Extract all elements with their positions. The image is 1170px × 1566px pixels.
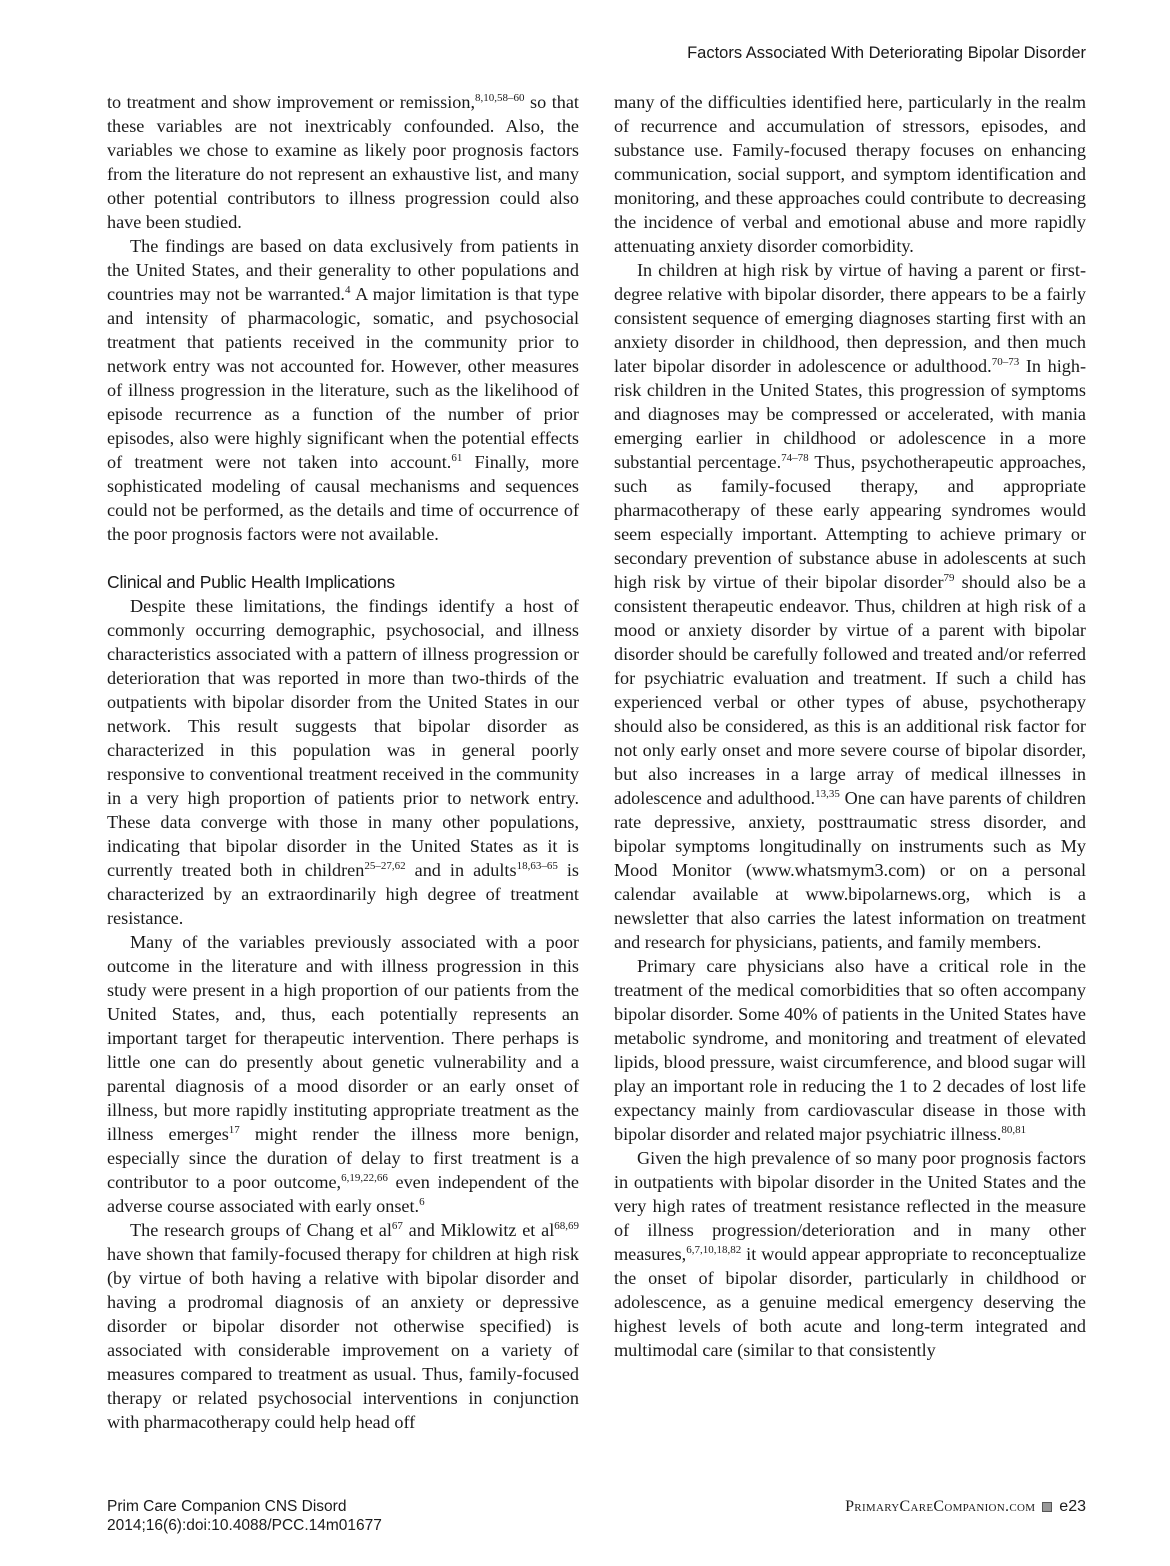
citation-superscript: 13,35 [815,788,840,800]
citation-superscript: 70–73 [991,356,1020,368]
paragraph: The research groups of Chang et $al^{67}$ and Miklowitz et al$^{68,69}$ have shown that family-focused therapy for children at high risk (by virtue of both having a relative with bipolar disorder and having a prodromal diagnosis of an anxiety or depressive disorder or bipolar disorder not otherwise specified) is associated with considerable improvement on a variety of measures compared to treatment as usual. Thus, family-focused therapy or related psychosocial interventions in conjunction with pharmacotherapy could help head off [107,1220,579,1432]
citation-superscript: 25–27,62 [364,860,406,872]
citation-superscript: 67 [391,1220,403,1232]
paragraph: to treatment and show improvement or remission,$^{8,10,58-60}$ so that these variables are not inextricably confounded. Also, the variables we chose to examine as likely poor prognosis factors from the literature do not represent an exhaustive list, and many other potential contributors to illness progression could also have been studied. [107,92,579,232]
citation-superscript: 8,10,58–60 [475,92,525,104]
doi-citation: 2014;16(6):doi:10.4088/PCC.14m01677 [107,1517,382,1534]
paragraph: The findings are based on data exclusively from patients in the United States, and their generality to other populations and countries may not be warranted.$^4$ A major limitation is that type and intensity of pharmacologic, somatic, and psychosocial treatment that patients received in the community prior to network entry was not accounted for. However, other measures of illness progression in the literature, such as the likelihood of episode recurrence as a function of the number of prior episodes, also were highly significant when the potential effects of treatment were not taken into account.$^{61}$ Finally, more sophisticated modeling of causal mechanisms and sequences could not be performed, as the details and time of occurrence of the poor prognosis factors were not available. [107,236,579,544]
citation-superscript: 6,7,10,18,82 [686,1244,742,1256]
citation-superscript: 61 [451,452,463,464]
citation-superscript: 18,63–65 [516,860,558,872]
citation-superscript: 80,81 [1001,1124,1027,1136]
left-column [107,90,579,1434]
footer-citation [107,1497,382,1535]
paragraph: many of the difficulties identified here, particularly in the realm of recurrence and accumulation of stressors, episodes, and substance use. Family-focused therapy focuses on enhancing communication, social support, and symptom identification and monitoring, and these approaches could contribute to decreasing the incidence of verbal and emotional abuse and more rapidly attenuating anxiety disorder comorbidity. [614,92,1086,256]
paragraph: Many of the variables previously associated with a poor outcome in the literature and with illness progression in this study were present in a high proportion of our patients from the United States, and, thus, each potentially represents an important target for therapeutic intervention. There perhaps is little one can do presently about genetic vulnerability and a parental diagnosis of a mood disorder or an early onset of illness, but more rapidly instituting appropriate treatment as the illness emerges$^{17}$ might render the illness more benign, especially since the duration of delay to first treatment is a contributor to a poor outcome,$^{6,19,22,66}$ even independent of the adverse course associated with early onset.$^6$ [107,932,580,1216]
page-number: e23 [1059,1498,1086,1515]
citation-superscript: 4 [344,284,351,296]
website-link[interactable]: PrimaryCareCompanion.com [845,1498,1036,1515]
citation-superscript: 74–78 [781,452,809,464]
citation-superscript: 79 [943,572,955,584]
running-header-title: Factors Associated With Deteriorating Bipolar Disorder [687,44,1086,62]
citation-superscript: 6,19,22,66 [341,1172,388,1184]
footer-website [845,1498,1086,1516]
paragraph: Despite these limitations, the findings identify a host of commonly occurring demographic, psychosocial, and illness characteristics associated with a pattern of illness progression or deterioration that was reported in more than two-thirds of the outpatients with bipolar disorder from the United States in our network. This result suggests that bipolar disorder as characterized in this population was in general poorly responsive to conventional treatment received in the community in a very high proportion of patients prior to network entry. These data converge with those in many other populations, indicating that bipolar disorder in the United States as it is currently treated both in children$^{25-27,62}$ and in adults$^{18,63-65}$ is characterized by an extraordinarily high degree of treatment resistance. [107,596,579,928]
square-icon [1042,1502,1052,1512]
citation-superscript: 17 [228,1124,240,1136]
citation-superscript: 68,69 [554,1220,579,1232]
citation-superscript: 6 [419,1196,425,1208]
paragraph: Given the high prevalence of so many poor prognosis factors in outpatients with bipolar disorder in the United States and the very high rates of treatment resistance reflected in the measure of illness progression/deterioration and in many other measures,$^{6,7,10,18,82}$ it would appear appropriate to reconceptualize the onset of bipolar disorder, particularly in childhood or adolescence, as a genuine medical emergency deserving the highest levels of both acute and long-term integrated and multimodal care (similar to that consistently [614,1148,1086,1360]
right-column [614,90,1086,1362]
journal-name: Prim Care Companion CNS Disord [107,1498,347,1515]
section-heading: Clinical and Public Health Implications [107,572,395,592]
paragraph: Primary care physicians also have a critical role in the treatment of the medical comorbidities that so often accompany bipolar disorder. Some 40% of patients in the United States have metabolic syndrome, and monitoring and treatment of elevated lipids, blood pressure, waist circumference, and blood sugar will play an important role in reducing the 1 to 2 decades of lost life expectancy mainly from cardiovascular disease in those with bipolar disorder and related major psychiatric illness.$^{80,81}$ [614,956,1086,1144]
paragraph: In children at high risk by virtue of having a parent or first-degree relative with bipolar disorder, there appears to be a fairly consistent sequence of emerging diagnoses starting first with an anxiety disorder in childhood, then depression, and then much later bipolar disorder in adolescence or adulthood.$^{70-73}$ In high-risk children in the United States, this progression of symptoms and diagnoses may be compressed or accelerated, with mania emerging earlier in childhood or adolescence in a more substantial percentage.$^{74-78}$ Thus, psychotherapeutic approaches, such as family-focused therapy, and appropriate pharmacotherapy of these early appearing syndromes would seem especially important. Attempting to achieve primary or secondary prevention of substance abuse in adolescents at such high risk by virtue of their bipolar disorder$^{79}$ should also be a consistent therapeutic endeavor. Thus, children at high risk of a mood or anxiety disorder by virtue of a parent with bipolar disorder should be carefully followed and treated and/or referred for psychiatric evaluation and treatment. If such a child has experienced verbal or other types of abuse, psychotherapy should also be considered, as this is an additional risk factor for not only early onset and more severe course of bipolar disorder, but also increases in a large array of medical illnesses in adolescence and adulthood.$^{13,35}$ One can have parents of children rate depressive, anxiety, posttraumatic stress disorder, and bipolar symptoms longitudinally on instruments such as My Mood Monitor (www.whatsmym3.com) or on a personal calendar available at www.bipolarnews.org, which is a newsletter that also carries the latest information on treatment and research for physicians, patients, and family members. [614,260,1087,952]
